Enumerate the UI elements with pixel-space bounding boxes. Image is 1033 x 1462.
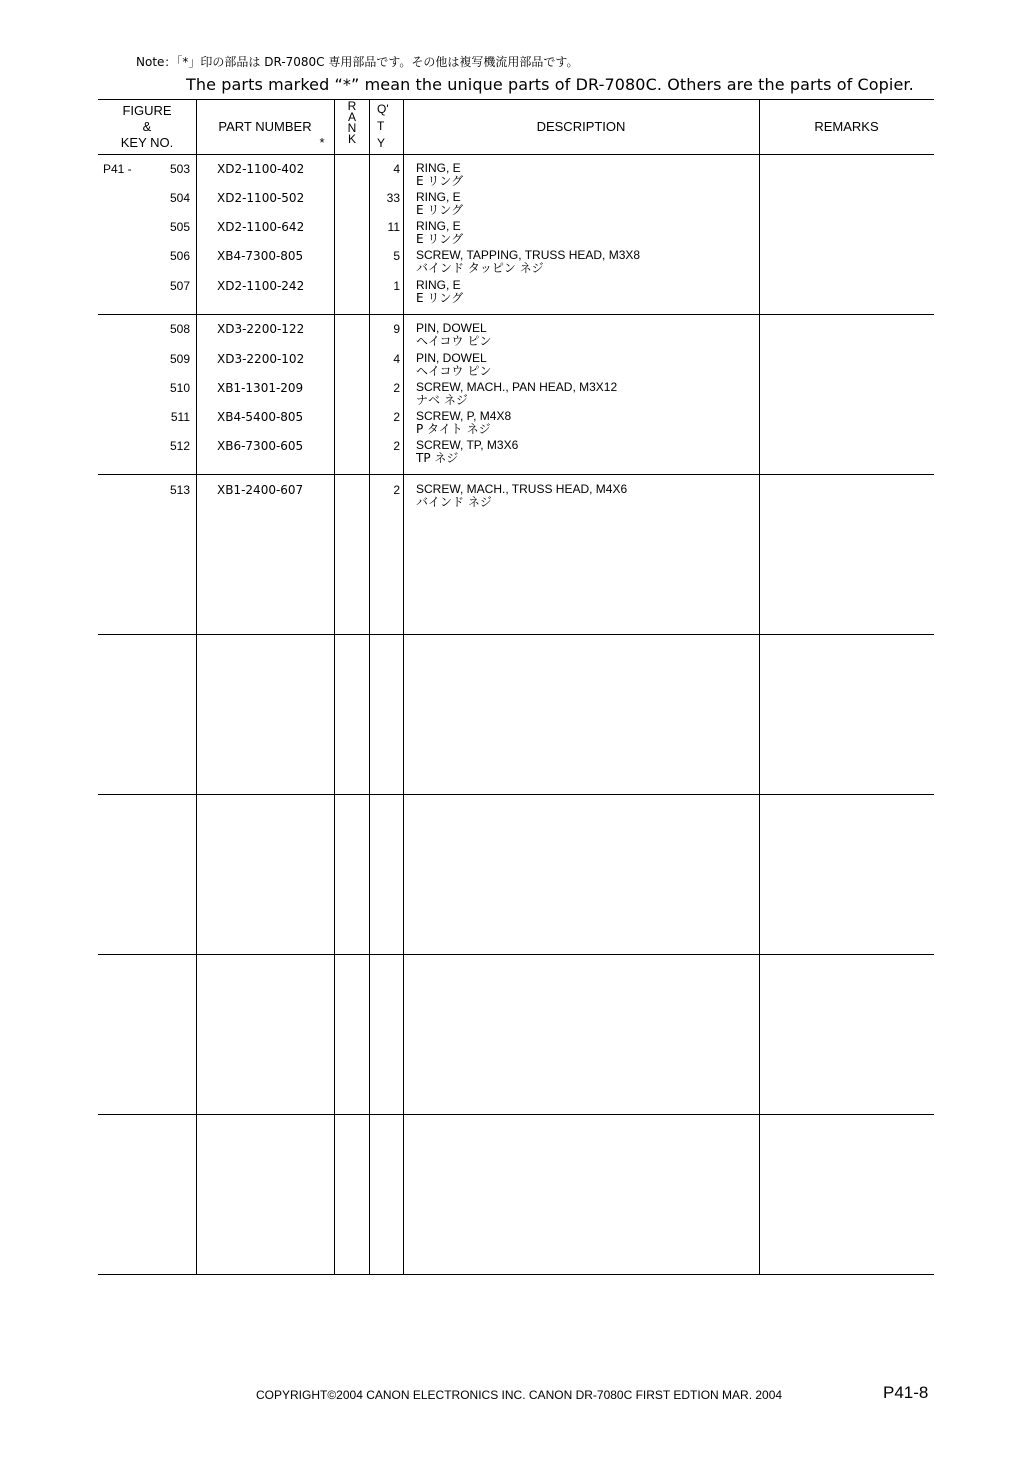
table-row bbox=[98, 345, 934, 378]
table-bottom-rule bbox=[98, 1274, 934, 1275]
description-jp: ヘイコウ ピン bbox=[416, 364, 492, 378]
quantity: 9 bbox=[393, 322, 400, 336]
part-number: XB4-7300-805 bbox=[217, 249, 304, 263]
description-jp: P タイト ネジ bbox=[416, 422, 491, 436]
table-row bbox=[98, 184, 934, 217]
description-en: RING, E bbox=[416, 161, 461, 175]
header-figure-amp: & bbox=[142, 119, 152, 134]
key-no: 512 bbox=[169, 439, 190, 453]
description-en: PIN, DOWEL bbox=[416, 351, 487, 365]
part-number: XD3-2200-102 bbox=[217, 352, 305, 366]
header-star: * bbox=[319, 135, 325, 150]
key-no: 503 bbox=[169, 162, 190, 176]
header-remarks: REMARKS bbox=[814, 119, 879, 134]
rank-letter: A bbox=[347, 110, 356, 124]
key-no: 511 bbox=[170, 410, 190, 424]
description-en: SCREW, MACH., TRUSS HEAD, M4X6 bbox=[416, 482, 628, 496]
header-description: DESCRIPTION bbox=[536, 119, 626, 134]
copyright-footer: COPYRIGHT©2004 CANON ELECTRONICS INC. CANON DR-7080C FIRST EDTION MAR. 2004 bbox=[256, 1388, 783, 1402]
table-row bbox=[98, 315, 934, 348]
description-en: SCREW, P, M4X8 bbox=[416, 409, 512, 423]
quantity: 2 bbox=[393, 381, 400, 395]
table-row bbox=[98, 403, 934, 436]
key-no: 508 bbox=[169, 322, 190, 336]
part-number: XB6-7300-605 bbox=[217, 439, 304, 453]
key-no: 509 bbox=[169, 352, 190, 366]
header-part-number: PART NUMBER bbox=[218, 119, 312, 134]
description-en: SCREW, TP, M3X6 bbox=[416, 438, 519, 452]
qty-letter: Y bbox=[377, 136, 386, 150]
part-number: XD2-1100-642 bbox=[217, 220, 305, 234]
key-no: 507 bbox=[169, 279, 190, 293]
rank-letter: R bbox=[347, 99, 357, 113]
key-no: 504 bbox=[169, 191, 190, 205]
part-number: XD2-1100-502 bbox=[217, 191, 305, 205]
rank-letter: K bbox=[347, 132, 356, 146]
key-no: 513 bbox=[169, 483, 190, 497]
quantity: 11 bbox=[387, 220, 400, 234]
description-en: RING, E bbox=[416, 190, 461, 204]
parts-table bbox=[98, 99, 934, 1275]
description-jp: ヘイコウ ピン bbox=[416, 334, 492, 348]
description-jp: E リング bbox=[416, 232, 464, 246]
table-top-rule bbox=[98, 99, 934, 100]
quantity: 2 bbox=[393, 483, 400, 497]
quantity: 2 bbox=[393, 410, 400, 424]
page-number: P41-8 bbox=[883, 1383, 929, 1402]
description-jp: E リング bbox=[416, 174, 464, 188]
header-figure-line1: FIGURE bbox=[122, 103, 172, 118]
description-jp: ナベ ネジ bbox=[416, 393, 468, 407]
header-key-no: KEY NO. bbox=[120, 135, 174, 150]
note-japanese: Note：「*」印の部品は DR-7080C 専用部品です。その他は複写機流用部品です。 bbox=[136, 55, 579, 69]
quantity: 33 bbox=[386, 191, 400, 205]
table-row bbox=[98, 272, 934, 305]
key-no: 505 bbox=[169, 220, 190, 234]
quantity: 4 bbox=[393, 162, 400, 176]
description-jp: TP ネジ bbox=[416, 451, 459, 465]
part-number: XB1-1301-209 bbox=[217, 381, 304, 395]
header-figure bbox=[98, 103, 196, 151]
quantity: 4 bbox=[393, 352, 400, 366]
description-jp: バインド ネジ bbox=[416, 495, 492, 509]
description-jp: E リング bbox=[416, 203, 464, 217]
note-english: The parts marked “*” mean the unique parts of DR-7080C. Others are the parts of Copier. bbox=[186, 75, 914, 94]
table-row bbox=[98, 374, 934, 407]
quantity: 1 bbox=[393, 279, 400, 293]
description-en: PIN, DOWEL bbox=[416, 321, 487, 335]
quantity: 5 bbox=[393, 249, 400, 263]
description-jp: E リング bbox=[416, 291, 464, 305]
figure-ref: P41 - bbox=[103, 162, 132, 176]
group-divider bbox=[98, 1114, 934, 1115]
description-en: SCREW, MACH., PAN HEAD, M3X12 bbox=[416, 380, 618, 394]
qty-letter: T bbox=[377, 119, 385, 133]
quantity: 2 bbox=[393, 439, 400, 453]
rank-letter: N bbox=[347, 121, 357, 135]
description-en: SCREW, TAPPING, TRUSS HEAD, M3X8 bbox=[416, 248, 641, 262]
header-qty bbox=[370, 101, 404, 152]
description-jp: バインド タッピン ネジ bbox=[416, 261, 544, 275]
group-divider bbox=[98, 954, 934, 955]
key-no: 510 bbox=[169, 381, 190, 395]
description-en: RING, E bbox=[416, 219, 461, 233]
group-divider bbox=[98, 474, 934, 475]
part-number: XD2-1100-402 bbox=[217, 162, 305, 176]
table-row bbox=[98, 155, 934, 188]
header-rank bbox=[334, 101, 370, 145]
part-number: XD2-1100-242 bbox=[217, 279, 305, 293]
part-number: XD3-2200-122 bbox=[217, 322, 305, 336]
table-row bbox=[98, 476, 934, 509]
table-row bbox=[98, 242, 934, 275]
group-divider bbox=[98, 634, 934, 635]
table-row bbox=[98, 213, 934, 246]
qty-letter: Q' bbox=[377, 102, 389, 116]
key-no: 506 bbox=[169, 249, 190, 263]
table-row bbox=[98, 432, 934, 465]
part-number: XB1-2400-607 bbox=[217, 483, 304, 497]
part-number: XB4-5400-805 bbox=[217, 410, 304, 424]
description-en: RING, E bbox=[416, 278, 461, 292]
group-divider bbox=[98, 794, 934, 795]
